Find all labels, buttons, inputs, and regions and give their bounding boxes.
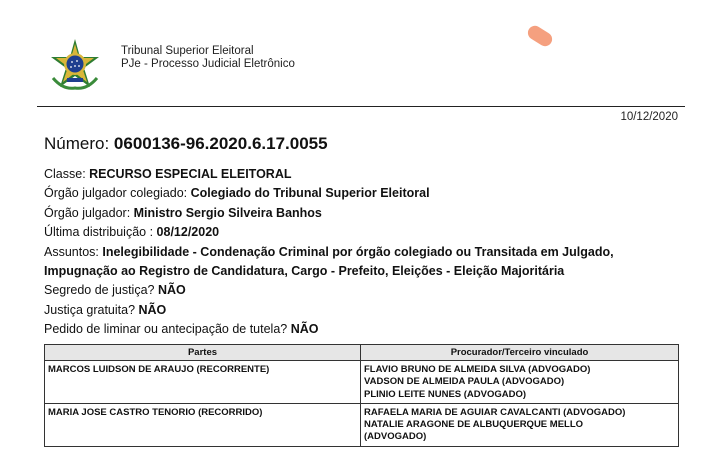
process-number-label: Número: (44, 134, 110, 153)
procurador-item: NATALIE ARAGONE DE ALBUQUERQUE MELLO (364, 419, 584, 431)
table-row (45, 403, 679, 446)
procurador-item: PLINIO LEITE NUNES (ADVOGADO) (364, 388, 527, 400)
document-date: 10/12/2020 (620, 111, 678, 123)
field-label: Última distribuição : (44, 225, 157, 240)
partes-table (44, 344, 679, 447)
procurador-item: VADSON DE ALMEIDA PAULA (ADVOGADO) (364, 376, 565, 388)
parte-cell: MARIA JOSE CASTRO TENORIO (RECORRIDO) (45, 403, 361, 446)
system-name: PJe - Processo Judicial Eletrônico (121, 58, 295, 70)
field-value: NÃO (138, 302, 167, 317)
field-value: RECURSO ESPECIAL ELEITORAL (89, 167, 292, 181)
field-label: Órgão julgador: (44, 205, 134, 220)
field-classe (44, 165, 614, 184)
procurador-cell (361, 403, 679, 446)
parte-cell: MARCOS LUIDSON DE ARAUJO (RECORRENTE) (45, 361, 361, 404)
field-value: Ministro Sergio Silveira Banhos (133, 205, 322, 220)
field-value: 08/12/2020 (156, 225, 220, 240)
highlight-mark (525, 23, 554, 49)
field-label: Assuntos: (44, 244, 103, 259)
field-liminar (44, 320, 614, 339)
field-label: Justiça gratuita? (44, 302, 139, 317)
procurador-cell (361, 361, 679, 404)
column-header-procurador: Procurador/Terceiro vinculado (361, 345, 679, 361)
field-value: Inelegibilidade - Condenação Criminal por órgão colegiado ou Transitada em Julgado, (102, 244, 614, 259)
field-orgao-julgador (44, 204, 614, 223)
field-label: Pedido de liminar ou antecipação de tutela? (44, 322, 291, 337)
field-value: NÃO (290, 322, 319, 337)
column-header-partes: Partes (45, 345, 361, 361)
procurador-item: RAFAELA MARIA DE AGUIAR CAVALCANTI (ADVOGADO) (364, 406, 626, 418)
field-ultima-distribuicao (44, 223, 614, 242)
field-value: Impugnação ao Registro de Candidatura, Cargo - Prefeito, Eleições - Eleição Majoritária (44, 264, 565, 279)
process-number-value: 0600136-96.2020.6.17.0055 (113, 134, 328, 153)
field-orgao-colegiado (44, 184, 614, 203)
field-assuntos-continued (44, 262, 614, 281)
field-segredo (44, 281, 614, 300)
procurador-item: (ADVOGADO) (364, 431, 427, 443)
field-justica-gratuita (44, 301, 614, 320)
field-assuntos (44, 243, 614, 262)
table-row (45, 361, 679, 404)
institution-name: Tribunal Superior Eleitoral (121, 45, 254, 57)
brasao-da-republica-icon (49, 38, 101, 90)
field-value: NÃO (157, 283, 186, 298)
header-titles (121, 45, 295, 71)
process-fields (44, 165, 614, 340)
header-divider (37, 106, 685, 107)
table-header-row (45, 345, 679, 361)
field-label: Segredo de justiça? (44, 283, 158, 298)
procurador-item: FLAVIO BRUNO DE ALMEIDA SILVA (ADVOGADO) (364, 364, 591, 375)
field-value: Colegiado do Tribunal Superior Eleitoral (190, 186, 430, 201)
field-label: Classe: (44, 167, 90, 181)
field-label: Órgão julgador colegiado: (44, 186, 191, 201)
process-number (44, 134, 328, 154)
